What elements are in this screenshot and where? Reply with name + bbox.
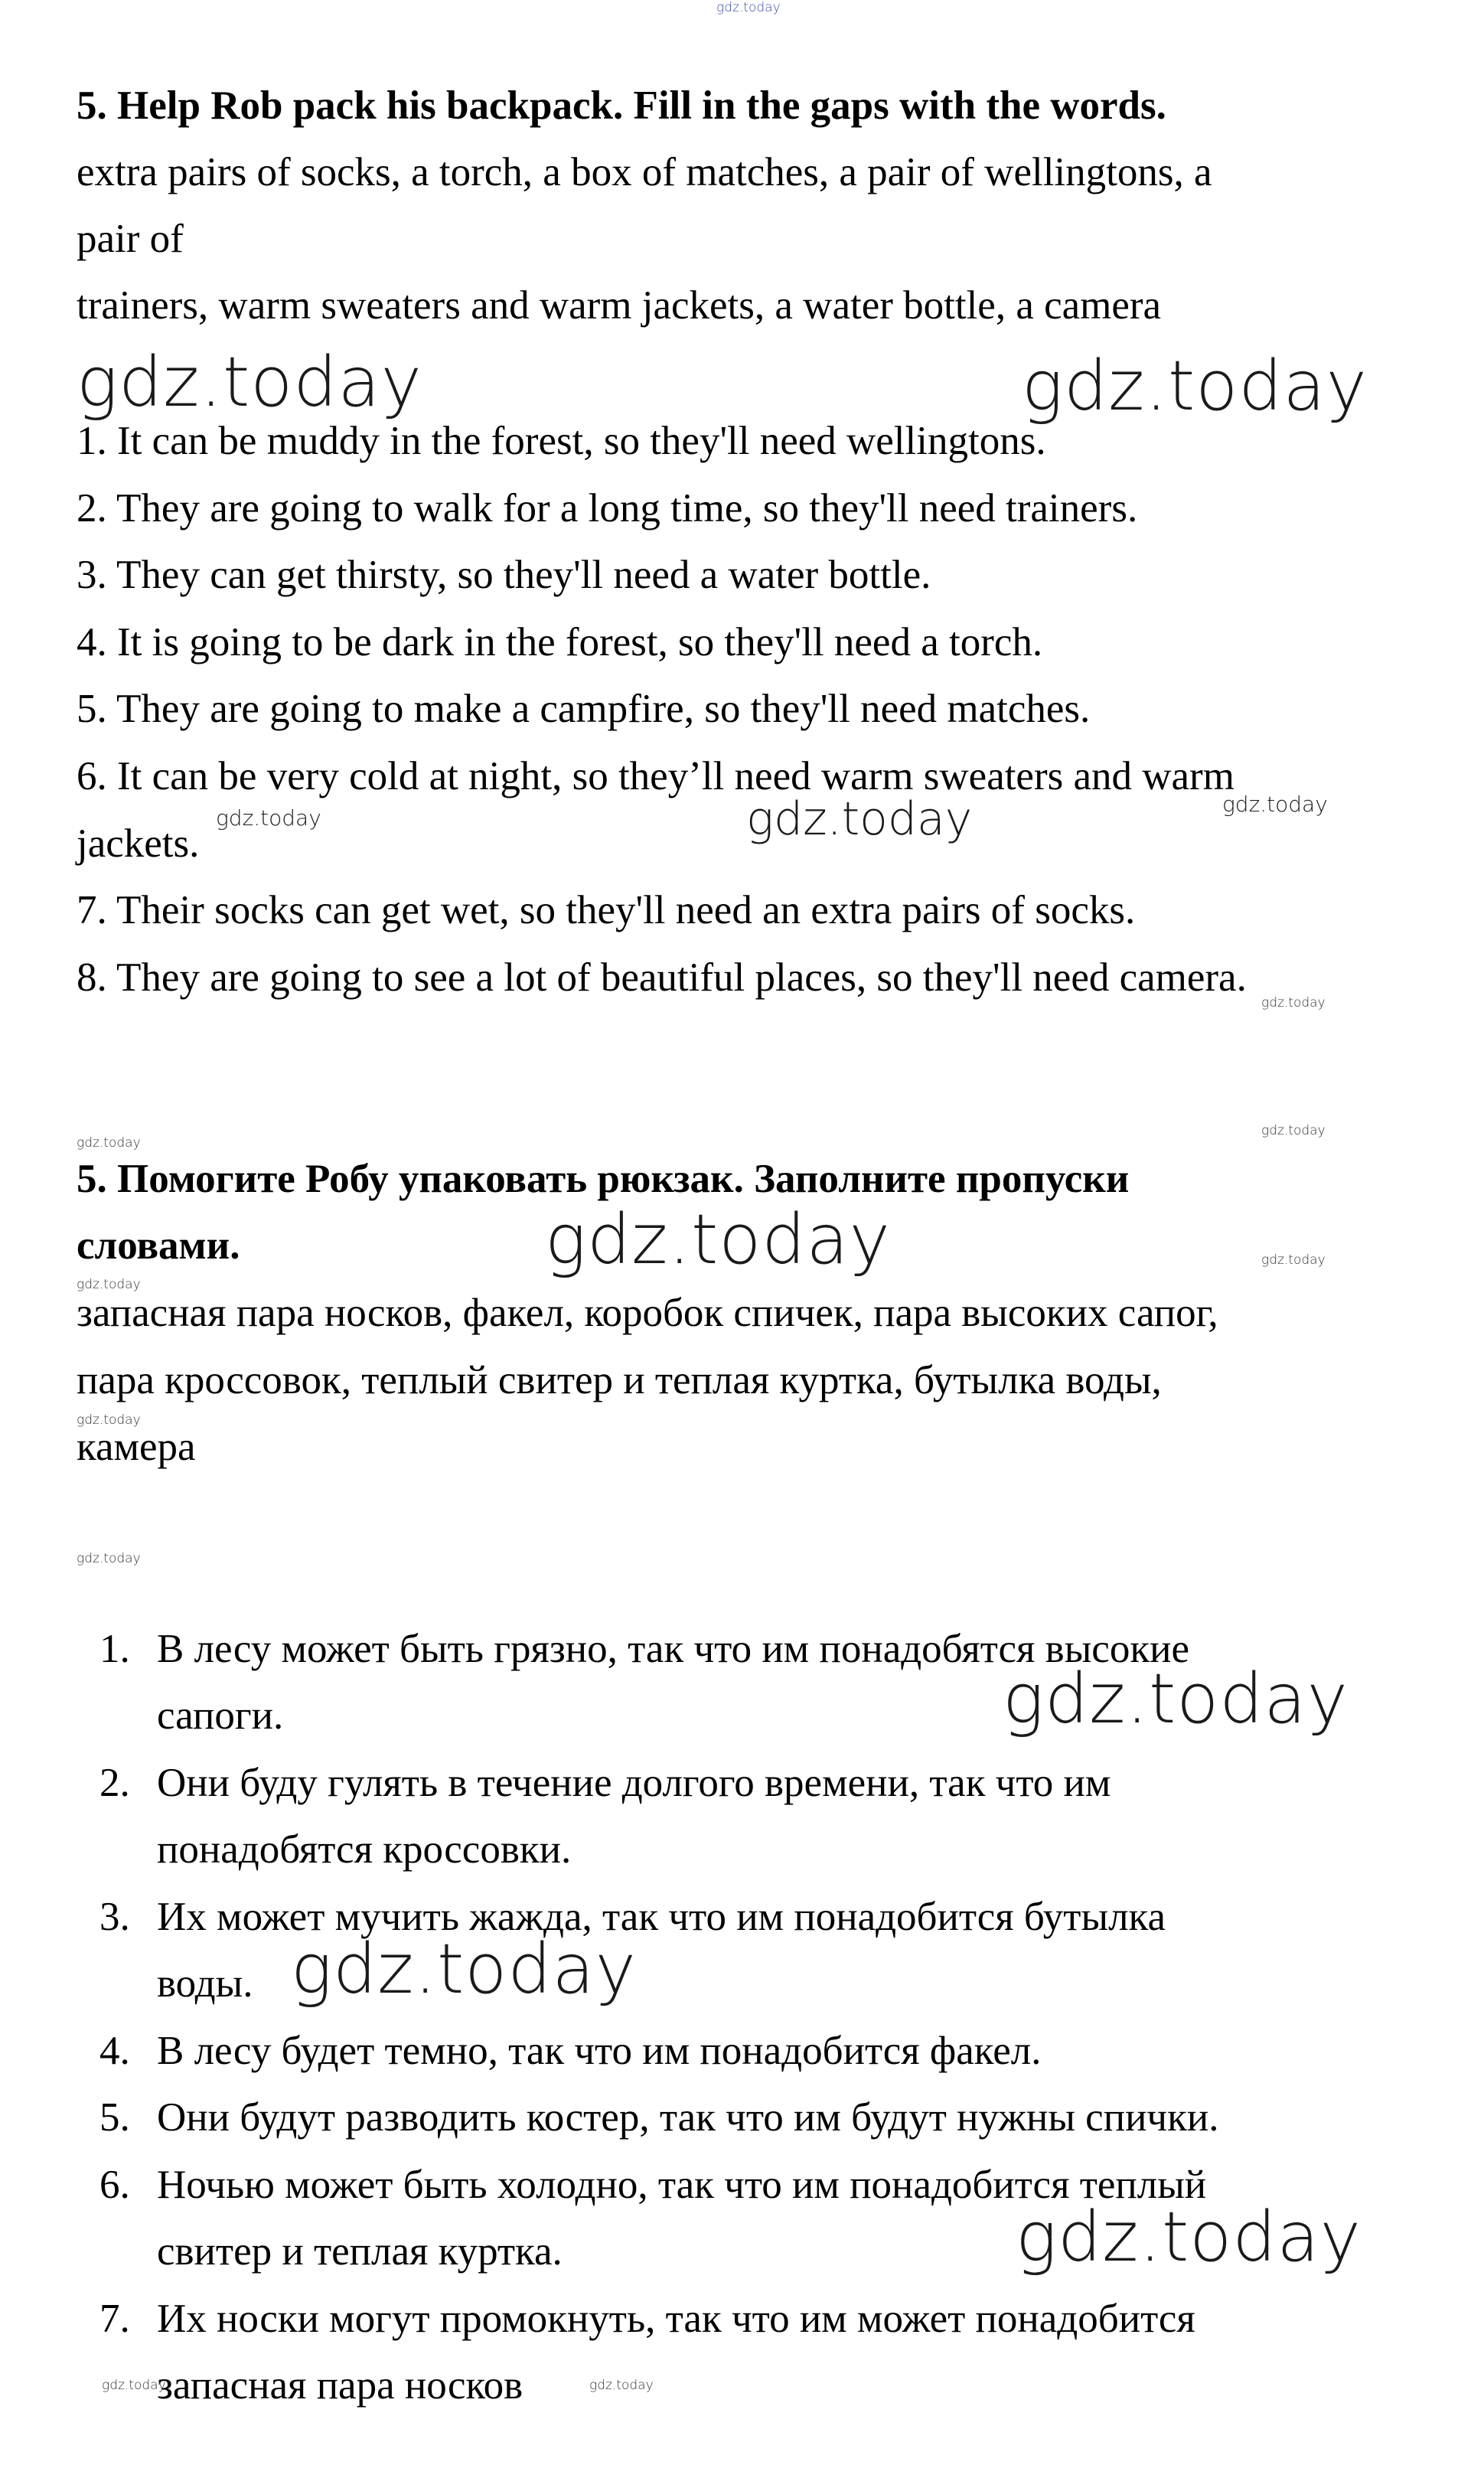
watermark: gdz.today [716, 0, 781, 15]
list-number: 2. [99, 1761, 130, 1805]
watermark: gdz.today [1222, 792, 1328, 817]
list-item-line: Ночью может быть холодно, так что им понадобится теплый [157, 2163, 1207, 2207]
list-number: 4. [99, 2029, 130, 2073]
english-sentence: 1. It can be muddy in the forest, so they'll need wellingtons. [77, 419, 1046, 463]
russian-heading: словами. [77, 1223, 240, 1268]
list-number: 6. [99, 2163, 130, 2207]
watermark: gdz.today [102, 2378, 166, 2393]
watermark: gdz.today [77, 1135, 141, 1151]
english-sentence: 5. They are going to make a campfire, so they'll need matches. [77, 687, 1091, 731]
watermark: gdz.today [291, 1929, 637, 2010]
english-sentence: 4. It is going to be dark in the forest, so they'll need a torch. [77, 620, 1043, 664]
list-number: 1. [99, 1627, 130, 1671]
russian-words-line: камера [77, 1425, 196, 1469]
watermark: gdz.today [545, 1200, 891, 1280]
list-item-line: воды. [157, 1961, 253, 2006]
list-number: 7. [99, 2297, 130, 2341]
english-sentence: 3. They can get thirsty, so they'll need a water bottle. [77, 553, 931, 597]
english-sentence: 2. They are going to walk for a long time, so they'll need trainers. [77, 486, 1138, 531]
english-sentence: 8. They are going to see a lot of beautiful places, so they'll need camera. [77, 955, 1247, 1000]
english-words-line: trainers, warm sweaters and warm jackets, a water bottle, a camera [77, 283, 1162, 328]
watermark: gdz.today [746, 792, 973, 846]
watermark: gdz.today [1261, 1252, 1326, 1268]
english-sentence: 7. Their socks can get wet, so they'll need an extra pairs of socks. [77, 888, 1136, 932]
list-item-line: сапоги. [157, 1693, 284, 1738]
list-item-line: Их может мучить жажда, так что им понадобится бутылка [157, 1895, 1166, 1939]
russian-words-line: пара кроссовок, теплый свитер и теплая куртка, бутылка воды, [77, 1358, 1162, 1402]
list-item-line: Они будут разводить костер, так что им будут нужны спички. [157, 2095, 1219, 2140]
list-item-line: свитер и теплая куртка. [157, 2229, 563, 2274]
watermark: gdz.today [77, 1277, 141, 1292]
list-item-line: В лесу может быть грязно, так что им понадобятся высокие [157, 1627, 1189, 1671]
list-item-line: Они буду гулять в течение долгого времени, так что им [157, 1761, 1111, 1805]
watermark: gdz.today [77, 1412, 141, 1428]
russian-heading: 5. Помогите Робу упаковать рюкзак. Заполните пропуски [77, 1157, 1130, 1201]
watermark: gdz.today [1261, 1123, 1326, 1138]
watermark: gdz.today [1016, 2197, 1362, 2277]
watermark: gdz.today [1261, 995, 1326, 1010]
russian-words-line: запасная пара носков, факел, коробок спичек, пара высоких сапог, [77, 1291, 1218, 1335]
english-sentence: jackets. [77, 821, 200, 866]
english-words-line: pair of [77, 217, 184, 261]
watermark: gdz.today [1003, 1659, 1349, 1739]
list-number: 5. [99, 2095, 130, 2140]
english-sentence: 6. It can be very cold at night, so they’ll need warm sweaters and warm [77, 754, 1234, 798]
list-item-line: Их носки могут промокнуть, так что им может понадобится [157, 2297, 1195, 2341]
list-item-line: В лесу будет темно, так что им понадобится факел. [157, 2029, 1042, 2073]
english-words-line: extra pairs of socks, a torch, a box of matches, a pair of wellingtons, a [77, 150, 1212, 194]
list-item-line: запасная пара носков [157, 2363, 523, 2408]
watermark: gdz.today [589, 2378, 654, 2393]
list-item-line: понадобятся кроссовки. [157, 1827, 572, 1872]
watermark: gdz.today [216, 805, 321, 831]
list-number: 3. [99, 1895, 130, 1939]
english-heading: 5. Help Rob pack his backpack. Fill in the gaps with the words. [77, 83, 1166, 128]
watermark: gdz.today [1022, 346, 1368, 426]
watermark: gdz.today [77, 1551, 141, 1566]
watermark: gdz.today [77, 342, 422, 423]
